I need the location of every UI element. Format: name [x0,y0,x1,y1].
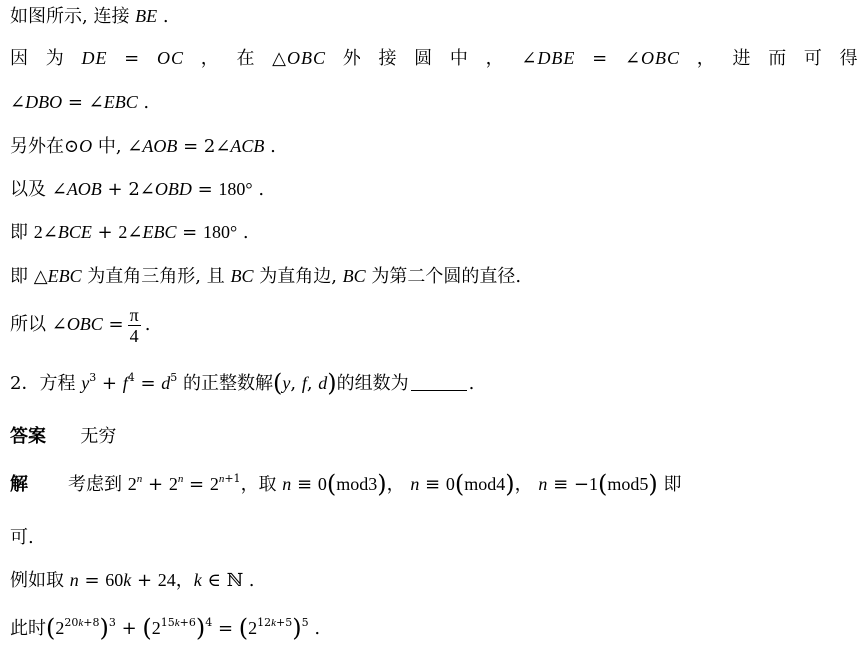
solution-example: 例如取 n = 60k + 24，k ∈ ℕ . [10,570,255,591]
line-dbo-ebc: ∠DBO = ∠EBC . [10,92,150,113]
problem-2-statement: 2．方程 $y^3 + f^4 = d^5$ 的正整数解(y, f, d)的组数为 . [10,369,475,397]
line-obc-result: 所以 ∠OBC = $\frac{\pi}{4}$ . [10,304,151,346]
line-circle-o: 另外在⊙O 中, ∠AOB = 2∠ACB . [10,136,276,157]
answer-blank [411,372,467,391]
fraction-pi-over-4: $\frac{\pi}{4}$ [129,304,139,346]
solution-verification: 此时$(2^{20k+8})^3 + (2^{15k+6})^4 = (2^{12k+5})^5$ . [10,614,321,642]
line-bce-ebc: 即 2∠BCE + 2∠EBC = 180° . [10,222,249,243]
line-aob-obd: 以及 ∠AOB + 2∠OBD = 180° . [10,179,265,200]
solution-line-2: 可. [10,527,34,548]
line-connect-be: 如图所示, 连接 BE . [10,6,169,27]
line-angle-equality: 因 为 DE = OC ， 在 △OBC 外 接 圆 中 ， ∠DBE = ∠OBC ， 进 而 可 得 [10,48,859,69]
line-right-triangle: 即 △EBC 为直角三角形, 且 BC 为直角边, BC 为第二个圆的直径. [10,266,522,287]
answer-line: 答案 无穷 [10,426,117,447]
solution-line-1: 解 考虑到 $2^n + 2^n = 2^{n+1}$，取 n ≡ 0(mod3)， n ≡ 0(mod4)， n ≡ −1(mod5) 即 [10,470,682,498]
